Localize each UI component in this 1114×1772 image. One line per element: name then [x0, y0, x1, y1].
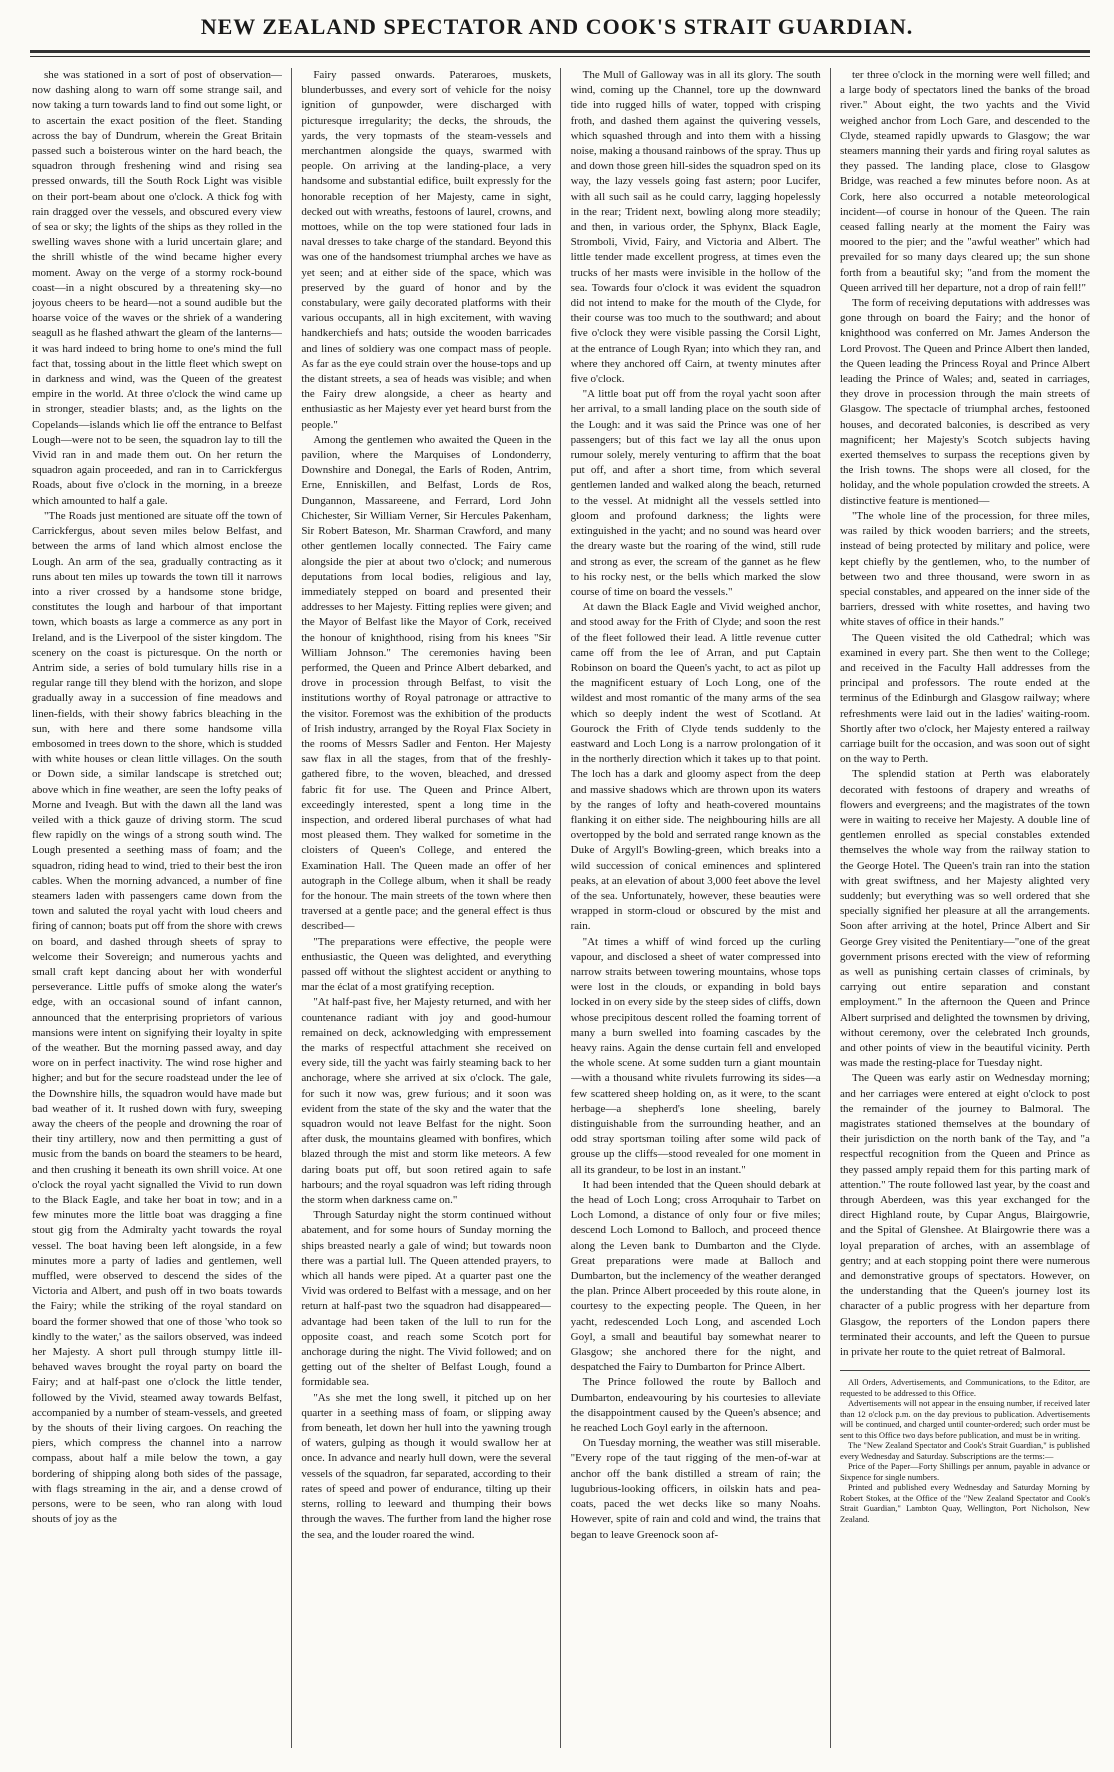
article-paragraph: The Queen visited the old Cathedral; which was examined in every part. She then went to the College; and received in the Faculty Hall addresses from the principal and professors. The route ended at the terminus of the Edinburgh and Glasgow railway; where refreshments were laid out in the ladies' waiting-room. Shortly after two o'clock, her Majesty entered a railway carriage built for the occasion, and was soon out of sight on the way to Perth. [839, 631, 1090, 766]
article-paragraph: Through Saturday night the storm continued without abatement, and for some hours of Sunday morning the ships breasted nearly a gale of wind; but towards noon there was a partial lull. The Queen attended prayers, to which all hands were piped. At a quarter past one the Vivid was ordered to Belfast with a message, and on her return at half-past two the squadron had disappeared—advantage had been taken of the lull to run for the opposite coast, and reach some Scotch port for anchorage during the night. The Vivid followed; and on getting out of the shelter of Belfast Lough, found a formidable sea. [301, 1209, 552, 1389]
publication-notice [840, 1370, 1090, 1524]
article-paragraph: At dawn the Black Eagle and Vivid weighed anchor, and stood away for the Frith of Clyde; and soon the rest of the fleet followed their lead. A little revenue cutter came off from the lee of Arran, and put Captain Robinson on board the Queen's yacht, to act as pilot up the magnificent estuary of Loch Long, one of the wildest and most romantic of the many arms of the sea which so deeply indent the west of Scotland. At Gourock the Frith of Clyde tends suddenly to the eastward and Loch Long is a narrow prolongation of it in the northerly direction which it takes up to that point. The loch has a dark and gloomy aspect from the deep and massive shadows which are thrown upon its waters by the ranges of lofty and heath-covered mountains flanking it on either side. The neighbouring hills are all overtopped by the bold and serrated range known as the Duke of Argyll's Bowling-green, which breaks into a wild succession of conical eminences and splintered peaks, at an elevation of about 3,000 feet above the level of the sea. Unfortunately, however, these beauties were wrapped in storm-cloud or obscured by the mist and rain. [570, 601, 821, 933]
column-divider [291, 68, 292, 1748]
article-paragraph: The splendid station at Perth was elaborately decorated with festoons of drapery and wreaths of flowers and evergreens; and the magistrates of the town were in waiting to receive her Majesty. A double line of gentlemen enrolled as special constables extended themselves the whole way from the railway station to the George Hotel. The Queen's train ran into the station with great swiftness, and her Majesty alighted very suddenly; but everything was so well ordered that she specially signified her pleasure at all the arrangements. Soon after arriving at the hotel, Prince Albert and Sir George Grey visited the Penitentiary—"one of the great government prisons erected with the view of reforming as well as punishing certain classes of criminals, by carrying out entire separation and constant employment." In the afternoon the Queen and Prince Albert surprised and delighted the townsmen by driving, without ceremony, over the celebrated Inch grounds, and other points of view in the beautiful vicinity. Perth was made the resting-place for Tuesday night. [839, 768, 1090, 1070]
article-paragraph: "As she met the long swell, it pitched up on her quarter in a seething mass of foam, or slipping away from beneath, let down her hull into the yawning trough of waters, gulping as though it would swallow her at once. In advance and nearly hull down, were the several vessels of the squadron, far separated, according to their rates of speed and power of endurance, tilting up their sterns, rolling to leeward and thumping their bows through the waves. The further from land the higher rose the sea, and the louder roared the wind. [301, 1391, 552, 1541]
column-1 [32, 68, 282, 1748]
text-columns [32, 68, 1090, 1748]
article-paragraph: The Prince followed the route by Balloch and Dumbarton, endeavouring by his courtesies to alleviate the disappointment caused by the Queen's absence; and he reached Loch Goyl early in the afternoon. [570, 1376, 821, 1435]
article-paragraph: The Queen was early astir on Wednesday morning; and her carriages were entered at eight o'clock to post the remainder of the journey to Balmoral. The magistrates stationed themselves at the boundary of their jurisdiction on the north bank of the Tay, and "a respectful recognition from the Queen and Prince as they passed amply repaid them for this parting mark of attention." The route followed last year, by the coast and through Aberdeen, was this year exchanged for the direct Highland route, by Cupar Angus, Blairgowrie, and the Spital of Glenshee. At Blairgowrie there was a loyal preparation of arches, with an assemblage of gentry; and at each stopping point there were numerous and demonstrative groups of spectators. However, on the understanding that the Queen's journey lost its character of a public progress with her departure from Glasgow, the reporters of the London papers there terminated their accounts, and left the Queen to pursue in private her route to the quiet retreat of Balmoral. [839, 1072, 1090, 1359]
article-paragraph: Fairy passed onwards. Pateraroes, muskets, blunderbusses, and every sort of vehicle for the noisy ignition of gunpowder, were discharged with picturesque irregularity; the decks, the shrouds, the yards, the very topmasts of the steam-vessels and merchantmen alongside the quays, swarmed with people. On arriving at the landing-place, a very handsome and substantial edifice, built expressly for the honorable reception of her Majesty, came in sight, decked out with wreaths, festoons of laurel, crowns, and mottoes, while on the top were stationed four lads in naval dresses to take charge of the standard. Beyond this was one of the handsomest triumphal arches we have as yet seen; and at either side of the space, which was preserved by the guard of honor and by the constabulary, were gaily decorated platforms with their various occupants, all in high excitement, with waving handkerchiefs and hats; outside the wooden barricades and lines of soldiery was one compact mass of people. As far as the eye could strain over the house-tops and up the distant streets, a sea of heads was visible; and when the Fairy drew alongside, a cheer as hearty and enthusiastic as her Majesty ever yet heard burst from the people." [301, 69, 552, 431]
notice-line: All Orders, Advertisements, and Communications, to the Editor, are requested to be addressed to this Office. [839, 1377, 1090, 1398]
article-paragraph: she was stationed in a sort of post of observation—now dashing along to warn off some strange sail, and now taking a turn towards land to find out some light, or to ascertain the exact position of the fleet. Standing across the bay of Dundrum, wherein the Great Britain passed such a boisterous winter on the hard beach, the squadron through freshening wind and rising sea pressed onwards, till the South Rock Light was visible on their port-beam about one o'clock. A thick fog with rain dragged over the vessels, and obscured every view of sea or sky; the lights of the ships as they rolled in the swelling waves shone with a lurid uncertain glare; and the shrill whistle of the wind became higher every moment. Away on the verge of a stormy rock-bound coast—in a night obscured by a threatening sky—no joyous cheers to be heard—not a sound audible but the hoarse voice of the waves or the shriek of a wandering seagull as he flashed athwart the gleam of the lanterns—it was hard indeed to bring home to one's mind the full fact that, tossing about in the little fleet which swept on in darkness and wind, was the Queen of the greatest empire in the world. At three o'clock the wind came up in stronger, steadier blasts; and, as the lights on the Copelands—islands which lie off the entrance to Belfast Lough—were not to be seen, the squadron lay to till the Vivid ran in and made them out. On her return the squadron again proceeded, and ran in to Carrickfergus Roads, about five o'clock in the morning, in a breeze which amounted to half a gale. [32, 69, 282, 507]
masthead-title: NEW ZEALAND SPECTATOR AND COOK'S STRAIT GUARDIAN. [200, 14, 914, 39]
article-paragraph: On Tuesday morning, the weather was still miserable. "Every rope of the taut rigging of the men-of-war at anchor off the bank distilled a stream of rain; the lugubrious-looking officers, in oilskin hats and pea-coats, paced the wet decks like so many Noahs. However, spite of rain and cold and wind, the trains that began to leave Greenock soon af- [570, 1437, 821, 1541]
column-2 [301, 68, 551, 1748]
notice-line: Advertisements will not appear in the ensuing number, if received later than 12 o'clock p.m. on the day previous to publication. Advertisements will be continued, and charged until counter-ordered; such order must be sent to this Office two days before publication, and must be in writing. [839, 1398, 1090, 1440]
column-3 [571, 68, 821, 1748]
article-paragraph: It had been intended that the Queen should debark at the head of Loch Long; cross Arroquhair to Tarbet on Loch Lomond, a distance of only four or five miles; descend Loch Lomond to Balloch, and proceed thence along the Leven bank to Dumbarton and the Clyde. Great preparations were made at Balloch and Dumbarton, but the inclemency of the weather deranged the plan. Prince Albert proceeded by this route alone, in courtesy to the expecting people. The Queen, in her yacht, redescended Loch Long, and ascended Loch Goyl, a small and beautiful bay somewhat nearer to Glasgow; she anchored there for the night, and despatched the Fairy to Dumbarton for Prince Albert. [570, 1178, 821, 1374]
article-paragraph: "The whole line of the procession, for three miles, was railed by thick wooden barriers; and the streets, instead of being protected by military and police, were kept chiefly by the gentlemen, who, to the number of between two and three thousand, were sworn in as special constables, and appeared on the inner side of the barriers, dressed with white rosettes, and having two white staves of office in their hands." [839, 509, 1090, 629]
notice-line: Price of the Paper—Forty Shillings per annum, payable in advance or Sixpence for single numbers. [839, 1461, 1090, 1482]
article-paragraph: "At times a whiff of wind forced up the curling vapour, and disclosed a sheet of water compressed into narrow straits between towering mountains, whose tops were lost in the clouds, or expanding in bold bays locked in on every side by the steep sides of cliffs, down whose precipitous descent rolled the foaming torrent of many a burn swelled into foaming cascades by the heavy rains. Again the dense curtain fell and enveloped the whole scene. At some sudden turn a giant mountain—with a thousand white rivulets furrowing its sides—a few scattered sheep holding on, as it were, to the scant herbage—a shepherd's lone sheeling, barely distinguishable from the surrounding heather, and an odd stray sportsman toiling after some wild pack of grouse up the cliffs—stood revealed for one moment in all its grandeur, to be lost in an instant." [570, 935, 821, 1176]
article-paragraph: "At half-past five, her Majesty returned, and with her countenance radiant with joy and good-humour remained on deck, acknowledging with empressement the marks of respectful attachment she received on every side, till the yacht was fairly steaming back to her anchorage, where she arrived at six o'clock. The gale, for such it now was, grew furious; and it soon was evident from the state of the sky and the water that the squadron would not leave Belfast for the night. Soon after dusk, the mountains gleamed with bonfires, which blazed through the mist and storm like meteors. A few daring boats put off, but soon retired again to safe harbours; and the royal squadron was left riding through the storm when darkness came on." [301, 996, 552, 1207]
article-paragraph: The form of receiving deputations with addresses was gone through on board the Fairy; and the honor of knighthood was conferred on Mr. James Anderson the Lord Provost. The Queen and Prince Albert then landed, the Queen leading the Princess Royal and Prince Albert leading the Prince of Wales; and, seated in carriages, they drove in procession through the main streets of Glasgow. The spectacle of triumphal arches, festooned houses, and decorated balconies, is described as very magnificent; her Majesty's Scotch subjects having exerted themselves to surpass the receptions given by the Irish towns. The shops were all closed, for the holiday, and the whole population crowded the streets. A distinctive feature is mentioned— [839, 297, 1090, 507]
article-paragraph: "A little boat put off from the royal yacht soon after her arrival, to a small landing place on the south side of the Lough: and it was said the Prince was one of her passengers; but of this fact we lay all the onus upon rumour solely, merely venturing to affirm that the boat put off, and after a short time, from which several gentlemen landed and walked along the beach, returned to the vessel. At midnight all the vessels settled into gloom and profound darkness; the lights were extinguished in the yacht; and no sound was heard over the dreary waste but the roaring of the wind, still rude and strong as ever, the scream of the gannet as he flew to his rocky nest, or the bells which marked the slow course of time on board the vessels." [570, 388, 821, 598]
article-paragraph: The Mull of Galloway was in all its glory. The south wind, coming up the Channel, tore up the downward tide into rugged hills of water, topped with crisping froth, and dashed them against the quivering vessels, which squashed through and into them with a hissing noise, making a thousand rainbows of the spray. Thus up and down those green hill-sides the squadron sped on its way, the lazy vessels going fast astern; poor Lucifer, with all such sail as he could carry, lagging hopelessly in the rear; Trident next, bowling along more steadily; and then, in various order, the Sphynx, Black Eagle, Stromboli, Vivid, Fairy, and Victoria and Albert. The little tender made excellent progress, at times even the trucks of her masts were invisible in the hollow of the sea. Towards four o'clock it was evident the squadron did not intend to make for the mouth of the Clyde, for their course was too much to the southward; and about five o'clock they were visible passing the Corsil Light, at the entrance of Lough Ryan; into which they ran, and where they anchored off Cairn, at twenty minutes after five o'clock. [570, 69, 821, 386]
column-4-body [840, 68, 1090, 1360]
column-divider [830, 68, 831, 1748]
article-paragraph: "The preparations were effective, the people were enthusiastic, the Queen was delighted, and everything passed off without the slightest accident or anything to mar the éclat of a most gratifying reception. [301, 935, 552, 994]
article-paragraph: ter three o'clock in the morning were well filled; and a large body of spectators lined the banks of the broad river." About eight, the two yachts and the Vivid weighed anchor from Loch Gare, and descended to the Clyde, steamed rapidly upwards to Glasgow; the war steamers manning their yards and firing royal salutes as they passed. The landing place, close to Glasgow Bridge, was reached a few minutes before noon. As at Cork, here also occurred a notable meteorological incident—of course in honour of the Queen. The rain ceased falling nearly at the moment the Fairy was moored to the pier; and the "awful weather" which had prevailed for so many days cleared up; the sun shone forth from a beautiful sky; "and from the moment the Queen arrived till her departure, not a drop of rain fell!" [839, 69, 1090, 294]
masthead-rule-thin [30, 56, 1090, 57]
column-divider [560, 68, 561, 1748]
notice-line: Printed and published every Wednesday and Saturday Morning by Robert Stokes, at the Office of the "New Zealand Spectator and Cook's Strait Guardian," Lambton Quay, Wellington, Port Nicholson, New Zealand. [839, 1482, 1090, 1524]
column-4 [840, 68, 1090, 1748]
article-paragraph: "The Roads just mentioned are situate off the town of Carrickfergus, about seven miles below Belfast, and between the arms of land which almost enclose the Lough. An arm of the sea, gradually contracting as it runs about ten miles up towards the town till it narrows into a river crossed by a handsome stone bridge, constitutes the lough and harbour of that important town, which boasts as large a commerce as any port in Ireland, and is the Liverpool of the sister kingdom. The scenery on the coast is picturesque. On the north or Antrim side, a series of bold tumulary hills rise in a regular range till they blend with the horizon, and slope gradually away in a succession of fine meadows and linen-fields, with their showy fabrics bleaching in the sun, with here and there some handsome villa embosomed in trees down to the shore, which is studded with white houses or clean little villages. On the south or Down side, a similar landscape is stretched out; above which in fine weather, are seen the lofty peaks of Morne and Iveagh. But with the dawn all the land was veiled with a thick gauze of driving storm. The scud flew rapidly on the wings of a strong south wind. The Lough presented a seething mass of foam; and the squadron, riding head to wind, tried to their best the iron cables. When the morning advanced, a number of fine steamers laden with passengers came down from the town and saluted the royal yacht with loud cheers and firing of cannon; boats put off from the shore with crews on board, and dashed through sheets of spray to welcome their Sovereign; and numerous yachts and small craft kept dancing about her with wonderful perseverance. Little puffs of smoke along the water's edge, with an occasional sound of infant cannon, announced that the enterprising proprietors of various mansions were intent on signifying their loyalty in spite of the weather. But the morning passed away, and day wore on in perfect inactivity. The wind rose higher and higher; and but for the secure roadstead under the lee of the Downshire hills, the squadron would have made but bad weather of it. It rushed down with fury, sweeping away the cheers of the people and drowning the roar of their tiny artillery, now and then permitting a gust of music from the bands on board the steamers to be heard, and then crushing it beneath its own shrill voice. At one o'clock the royal yacht signalled the Vivid to run down to the Black Eagle, and take her boat in tow; and in a few minutes more the little boat was dragging a fine stout gig from the Admiralty yacht towards the royal vessel. The boat having been left alongside, in a few minutes more a party of ladies and gentlemen, well muffled, were observed to descend the sides of the Victoria and Albert, and push off in two boats towards the Fairy; while the striking of the royal standard on board the former showed that one of those 'who took so kindly to the water,' as the sailors observed, was indeed her Majesty. A short pull through stumpy little ill-behaved waves brought the royal party on board the Fairy; and at half-past one o'clock the little tender, followed by the Vivid, steamed away towards Belfast, accompanied by a number of steam-vessels, and greeted by the shouts of their living cargoes. On reaching the piers, which compress the channel into a narrow compass, about half a mile below the town, a gay bordering of shipping along both sides of the passage, with flags streaming in the air, and a dense crowd of persons, were to be seen, who ran along with loud shouts of joy as the [32, 509, 282, 1526]
notice-line: The "New Zealand Spectator and Cook's Strait Guardian," is published every Wednesday and Saturday. Subscriptions are the terms:— [839, 1440, 1090, 1461]
article-paragraph: Among the gentlemen who awaited the Queen in the pavilion, where the Marquises of Londonderry, Downshire and Donegal, the Earls of Roden, Antrim, Erne, Enniskillen, and Belfast, Lords de Ros, Dungannon, Massareene, and Ferrard, Lord John Chichester, Sir William Verner, Sir Hercules Pakenham, Sir Robert Bateson, Mr. Sharman Crawford, and many other gentlemen locally connected. The Fairy came alongside the pier at about two o'clock; and numerous deputations from local bodies, religious and lay, immediately stepped on board and presented their addresses to her Majesty. Fitting replies were given; and the Mayor of Belfast like the Mayor of Cork, received the honour of knighthood, rising from his knees "Sir William Johnson." The ceremonies having been performed, the Queen and Prince Albert debarked, and drove in procession through Belfast, to visit the institutions worthy of Royal patronage or attractive to the visitor. Foremost was the exhibition of the products of Irish industry, arranged by the Royal Flax Society in the rooms of Messrs Sadler and Fenton. Her Majesty saw flax in all the stages, from that of the freshly-gathered fibre, to the woven, bleached, and dressed fabric fit for use. The Queen and Prince Albert, exceedingly interested, spent a long time in the inspection, and ordered liberal purchases of what had most pleased them. They walked for sometime in the cloisters of Queen's College, and entered the Examination Hall. The Queen made an offer of her autograph in the College album, when it shall be ready for the honour. The main streets of the town where then traversed at a gentle pace; and the general effect is thus described— [301, 433, 552, 933]
masthead-rule-thick [30, 50, 1090, 53]
